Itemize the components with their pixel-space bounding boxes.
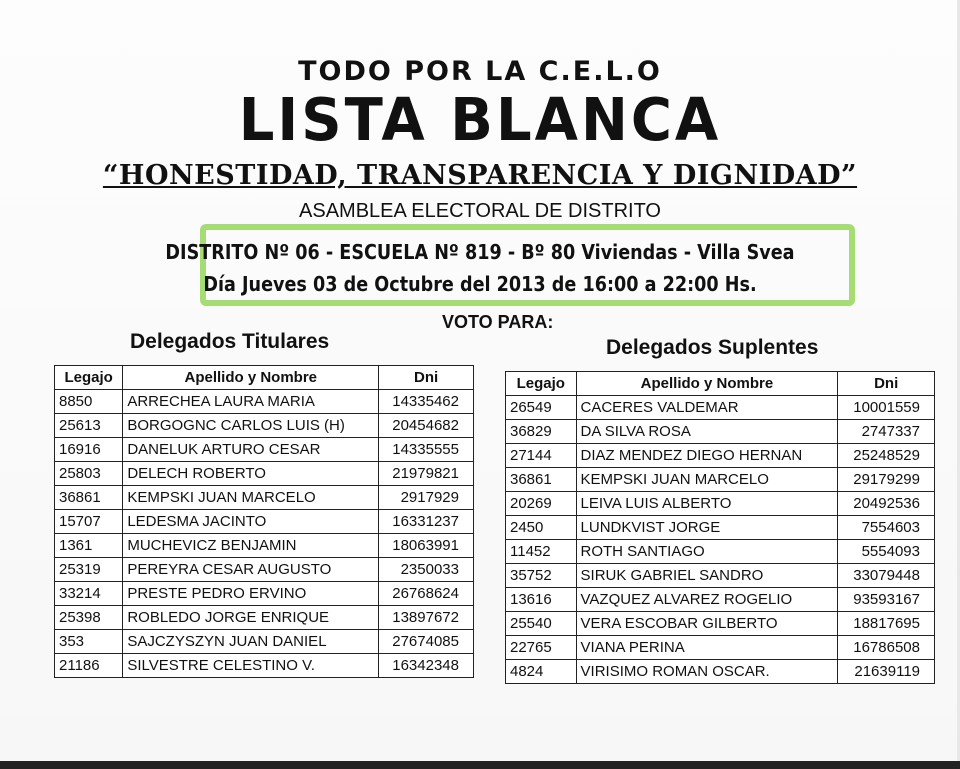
cell-legajo: 4824: [506, 660, 577, 684]
table-row: [55, 534, 474, 558]
election-date: Día Jueves 03 de Octubre del 2013 de 16:00 a 22:00 Hs.: [203, 272, 757, 296]
cell-dni: 27674085: [379, 630, 474, 654]
table-row: [506, 492, 935, 516]
cell-legajo: 25540: [506, 612, 577, 636]
cell-legajo: 16916: [55, 438, 123, 462]
cell-nombre: CACERES VALDEMAR: [576, 396, 838, 420]
header-list-name: LISTA BLANCA: [238, 86, 722, 155]
cell-dni: 33079448: [838, 564, 935, 588]
cell-legajo: 2450: [506, 516, 577, 540]
table-row: [506, 516, 935, 540]
cell-dni: 13897672: [379, 606, 474, 630]
cell-dni: 2917929: [379, 486, 474, 510]
table-row: [55, 486, 474, 510]
cell-nombre: SAJCZYSZYN JUAN DANIEL: [123, 630, 379, 654]
cell-dni: 16331237: [379, 510, 474, 534]
cell-legajo: 353: [55, 630, 123, 654]
cell-dni: 16786508: [838, 636, 935, 660]
cell-nombre: LEDESMA JACINTO: [123, 510, 379, 534]
cell-dni: 20492536: [838, 492, 935, 516]
cell-dni: 25248529: [838, 444, 935, 468]
cell-dni: 20454682: [379, 414, 474, 438]
cell-legajo: 22765: [506, 636, 577, 660]
cell-nombre: LEIVA LUIS ALBERTO: [576, 492, 838, 516]
cell-legajo: 8850: [55, 390, 123, 414]
district-info: DISTRITO Nº 06 - ESCUELA Nº 819 - Bº 80 Viviendas - Villa Svea: [165, 240, 795, 264]
column-header-dni: Dni: [379, 366, 474, 390]
cell-legajo: 11452: [506, 540, 577, 564]
cell-dni: 26768624: [379, 582, 474, 606]
cell-nombre: ROBLEDO JORGE ENRIQUE: [123, 606, 379, 630]
cell-nombre: DIAZ MENDEZ DIEGO HERNAN: [576, 444, 838, 468]
column-header-nombre: Apellido y Nombre: [576, 372, 838, 396]
table-row: [55, 654, 474, 678]
table-header-row: [55, 366, 474, 390]
cell-dni: 21639119: [838, 660, 935, 684]
vote-label: VOTO PARA:: [442, 312, 554, 332]
cell-nombre: BORGOGNC CARLOS LUIS (H): [123, 414, 379, 438]
cell-legajo: 15707: [55, 510, 123, 534]
cell-nombre: VIRISIMO ROMAN OSCAR.: [576, 660, 838, 684]
cell-legajo: 25613: [55, 414, 123, 438]
suplentes-table: [505, 371, 935, 684]
cell-nombre: VAZQUEZ ALVAREZ ROGELIO: [576, 588, 838, 612]
cell-dni: 2747337: [838, 420, 935, 444]
cell-dni: 14335462: [379, 390, 474, 414]
cell-legajo: 36829: [506, 420, 577, 444]
cell-dni: 5554093: [838, 540, 935, 564]
column-header-dni: Dni: [838, 372, 935, 396]
titulares-table: [54, 365, 474, 678]
table-row: [55, 606, 474, 630]
cell-legajo: 20269: [506, 492, 577, 516]
cell-nombre: PRESTE PEDRO ERVINO: [123, 582, 379, 606]
cell-dni: 21979821: [379, 462, 474, 486]
table-row: [55, 582, 474, 606]
cell-legajo: 25398: [55, 606, 123, 630]
table-row: [506, 420, 935, 444]
cell-legajo: 21186: [55, 654, 123, 678]
table-row: [55, 390, 474, 414]
table-row: [506, 396, 935, 420]
cell-legajo: 1361: [55, 534, 123, 558]
cell-nombre: DELECH ROBERTO: [123, 462, 379, 486]
table-row: [506, 660, 935, 684]
cell-legajo: 27144: [506, 444, 577, 468]
suplentes-rows: [506, 396, 935, 684]
table-row: [506, 612, 935, 636]
cell-legajo: 26549: [506, 396, 577, 420]
cell-nombre: LUNDKVIST JORGE: [576, 516, 838, 540]
cell-nombre: KEMPSKI JUAN MARCELO: [576, 468, 838, 492]
column-header-nombre: Apellido y Nombre: [123, 366, 379, 390]
table-row: [55, 558, 474, 582]
cell-legajo: 35752: [506, 564, 577, 588]
cell-legajo: 36861: [506, 468, 577, 492]
table-row: [55, 438, 474, 462]
cell-nombre: SIRUK GABRIEL SANDRO: [576, 564, 838, 588]
cell-dni: 2350033: [379, 558, 474, 582]
table-row: [506, 588, 935, 612]
table-row: [506, 444, 935, 468]
cell-legajo: 33214: [55, 582, 123, 606]
cell-nombre: DA SILVA ROSA: [576, 420, 838, 444]
cell-legajo: 25319: [55, 558, 123, 582]
cell-nombre: KEMPSKI JUAN MARCELO: [123, 486, 379, 510]
cell-nombre: VERA ESCOBAR GILBERTO: [576, 612, 838, 636]
cell-dni: 10001559: [838, 396, 935, 420]
table-header-row: [506, 372, 935, 396]
header-organization: TODO POR LA C.E.L.O: [298, 56, 662, 87]
table-row: [55, 510, 474, 534]
table-row: [506, 564, 935, 588]
cell-dni: 93593167: [838, 588, 935, 612]
page-bottom-edge: [0, 761, 960, 769]
cell-nombre: MUCHEVICZ BENJAMIN: [123, 534, 379, 558]
cell-dni: 18817695: [838, 612, 935, 636]
cell-nombre: VIANA PERINA: [576, 636, 838, 660]
column-header-legajo: Legajo: [55, 366, 123, 390]
cell-dni: 14335555: [379, 438, 474, 462]
cell-nombre: PEREYRA CESAR AUGUSTO: [123, 558, 379, 582]
cell-nombre: DANELUK ARTURO CESAR: [123, 438, 379, 462]
cell-nombre: ARRECHEA LAURA MARIA: [123, 390, 379, 414]
suplentes-title: Delegados Suplentes: [606, 336, 819, 359]
cell-dni: 18063991: [379, 534, 474, 558]
cell-legajo: 36861: [55, 486, 123, 510]
header-slogan: “HONESTIDAD, TRANSPARENCIA Y DIGNIDAD”: [102, 160, 858, 191]
cell-dni: 29179299: [838, 468, 935, 492]
titulares-rows: [55, 390, 474, 678]
cell-nombre: ROTH SANTIAGO: [576, 540, 838, 564]
table-row: [55, 630, 474, 654]
table-row: [506, 468, 935, 492]
cell-nombre: SILVESTRE CELESTINO V.: [123, 654, 379, 678]
table-row: [55, 462, 474, 486]
table-row: [506, 540, 935, 564]
cell-legajo: 25803: [55, 462, 123, 486]
cell-dni: 16342348: [379, 654, 474, 678]
titulares-title: Delegados Titulares: [130, 330, 330, 353]
header-assembly: ASAMBLEA ELECTORAL DE DISTRITO: [299, 200, 661, 222]
table-row: [55, 414, 474, 438]
cell-legajo: 13616: [506, 588, 577, 612]
cell-dni: 7554603: [838, 516, 935, 540]
column-header-legajo: Legajo: [506, 372, 577, 396]
table-row: [506, 636, 935, 660]
